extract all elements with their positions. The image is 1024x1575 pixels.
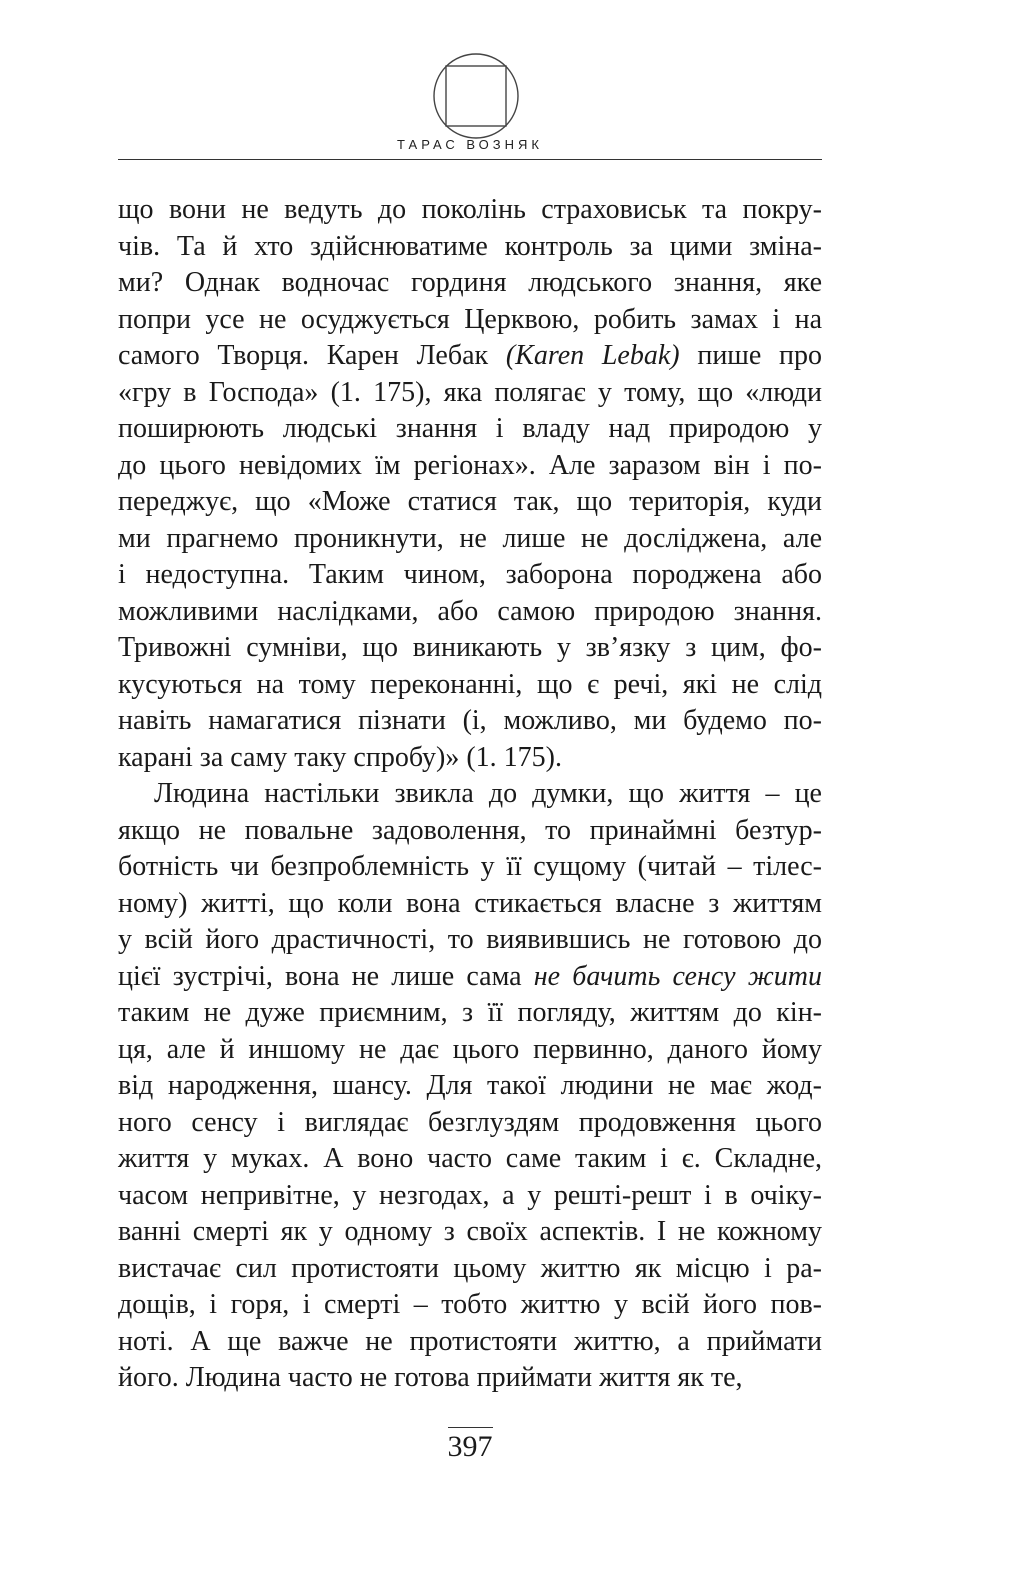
text-segment: Тривожні сумніви, що виникають у зв’язку з цим, фо- xyxy=(118,632,822,663)
text-line xyxy=(118,411,822,448)
text-line xyxy=(118,630,822,667)
text-line xyxy=(118,229,822,266)
text-line xyxy=(118,338,822,375)
text-line xyxy=(118,521,822,558)
text-line xyxy=(118,959,822,996)
text-segment: що вони не ведуть до поколінь страховиськ та покру- xyxy=(118,194,822,225)
text-segment: ми прагнемо проникнути, не лише не досліджена, але xyxy=(118,522,822,554)
text-segment: ному) житті, що коли вона стикається власне з життям xyxy=(118,887,822,919)
text-line xyxy=(118,448,822,485)
text-segment: можливими наслідками, або самою природою знання. xyxy=(118,595,822,627)
text-line xyxy=(118,776,822,813)
text-line xyxy=(118,1032,822,1069)
text-segment: навіть намагатися пізнати (і, можливо, ми будемо по- xyxy=(118,705,822,736)
text-segment: переджує, що «Може статися так, що територія, куди xyxy=(118,486,822,517)
text-segment: у всій його драстичності, то виявившись не готовою до xyxy=(118,924,822,955)
text-line xyxy=(118,849,822,886)
text-segment: таким не дуже приємним, з її погляду, життям до кін- xyxy=(118,997,822,1028)
page-number-value: 397 xyxy=(448,1427,493,1463)
text-segment: ного сенсу і виглядає безглуздям продовження цього xyxy=(118,1106,822,1138)
text-segment: від народження, шансу. Для такої людини не має жод- xyxy=(118,1070,822,1101)
text-segment: часом непривітне, у незгодах, а у решті-решт і в очіку- xyxy=(118,1179,822,1211)
text-line xyxy=(118,192,822,229)
text-segment: кусуються на тому переконанні, що є речі, які не слід xyxy=(118,668,822,700)
text-segment: ми? Однак водночас гординя людського знання, яке xyxy=(118,267,822,298)
text-line xyxy=(118,557,822,594)
text-line xyxy=(118,1251,822,1288)
text-segment: цієї зустрічі, вона не лише сама xyxy=(118,960,534,992)
text-segment: Людина настільки звикла до думки, що життя – це xyxy=(154,778,822,809)
text-line xyxy=(118,922,822,959)
text-line xyxy=(118,1178,822,1215)
text-line xyxy=(118,302,822,339)
text-line xyxy=(118,375,822,412)
page-number xyxy=(118,1430,822,1464)
text-segment: дощів, і горя, і смерті – тобто життю у всій його пов- xyxy=(118,1289,822,1320)
text-segment: до цього невідомих їм регіонах». Але заразом він і по- xyxy=(118,449,822,481)
text-line xyxy=(118,995,822,1032)
text-segment: карані за саму таку спробу)» (1. 175). xyxy=(118,741,562,773)
text-segment: його. Людина часто не готова приймати життя як те, xyxy=(118,1362,743,1393)
text-segment: життя у муках. А воно часто саме таким і є. Складне, xyxy=(118,1143,822,1174)
text-segment: попри усе не осуджується Церквою, робить замах і на xyxy=(118,303,822,335)
text-segment: чів. Та й хто здійснюватиме контроль за цими зміна- xyxy=(118,230,822,262)
text-segment: самого Творця. Карен Лебак xyxy=(118,340,506,371)
text-line xyxy=(118,484,822,521)
text-line xyxy=(118,594,822,631)
text-line xyxy=(118,1068,822,1105)
circle-square-emblem-icon xyxy=(430,50,522,142)
text-segment: поширюють людські знання і владу над природою у xyxy=(118,413,822,444)
text-line xyxy=(118,1360,822,1397)
text-line xyxy=(118,1214,822,1251)
text-line xyxy=(118,1141,822,1178)
text-line xyxy=(118,1287,822,1324)
text-line xyxy=(118,265,822,302)
text-line xyxy=(118,1105,822,1142)
text-segment: вистачає сил протистояти цьому життю як місцю і ра- xyxy=(118,1252,822,1284)
text-line xyxy=(118,703,822,740)
text-line xyxy=(118,813,822,850)
text-segment: і недоступна. Таким чином, заборона породжена або xyxy=(118,559,822,590)
text-segment: ботність чи безпроблемність у її сущому (читай – тілес- xyxy=(118,851,822,882)
text-segment: якщо не повальне задоволення, то принаймні безтур- xyxy=(118,814,822,846)
text-segment: пише про xyxy=(679,340,822,371)
running-head: ТАРАС ВОЗНЯК xyxy=(397,137,543,152)
text-segment: ванні смерті як у одному з своїх аспектів. І не кожному xyxy=(118,1216,822,1247)
text-segment: ця, але й иншому не дає цього первинно, даного йому xyxy=(118,1033,822,1065)
italic-text: не бачить сенсу жити xyxy=(533,960,822,992)
text-line xyxy=(118,1324,822,1361)
italic-text: (Karen Lebak) xyxy=(505,340,680,371)
text-segment: ноті. А ще важче не протистояти життю, а приймати xyxy=(118,1325,822,1357)
body-text xyxy=(118,192,822,1397)
text-line xyxy=(118,667,822,704)
text-line xyxy=(118,740,822,777)
text-segment: «гру в Господа» (1. 175), яка полягає у тому, що «люди xyxy=(118,376,822,408)
text-line xyxy=(118,886,822,923)
header-rule xyxy=(118,159,822,160)
